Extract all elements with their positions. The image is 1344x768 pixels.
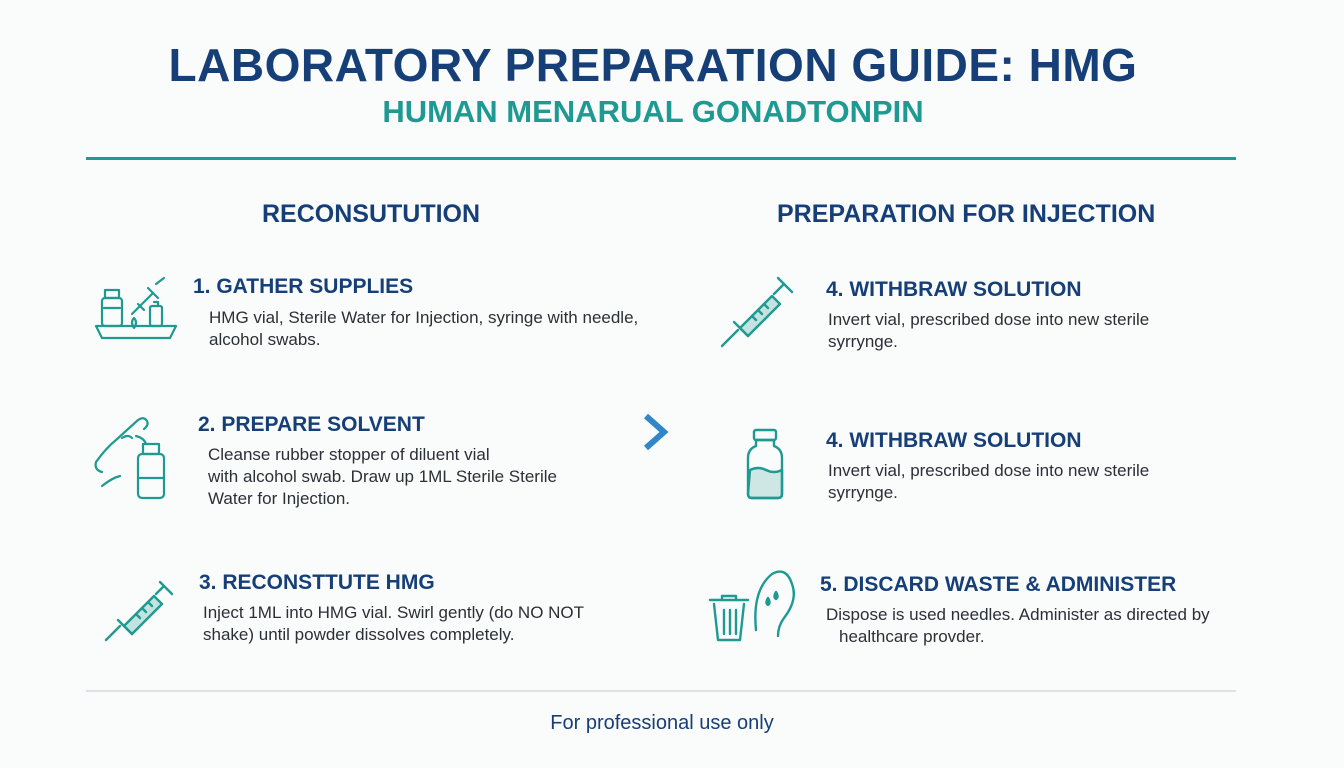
syringe-icon [716, 272, 796, 357]
trash-arm-icon [706, 566, 806, 651]
footer-note: For professional use only [550, 712, 774, 734]
vial-icon [744, 426, 788, 507]
page-title: LABORATORY PREPARATION GUIDE: HMG [168, 39, 1138, 91]
step-4-description: Invert vial, prescribed dose into new sterile syrrynge. [828, 310, 1150, 351]
step-1-title: 1. GATHER SUPPLIES [193, 275, 414, 298]
step-2-description: Cleanse rubber stopper of diluent vial with alcohol swab. Draw up 1ML Sterile Sterile Water for Injection. [208, 445, 557, 508]
step-4b-title: 4. WITHBRAW SOLUTION [826, 429, 1082, 452]
section-heading-preparation: PREPARATION FOR INJECTION [777, 200, 1156, 228]
step-4b-description: Invert vial, prescribed dose into new sterile syrrynge. [828, 461, 1150, 502]
supplies-tray-icon [92, 274, 182, 349]
step-5-description: Dispose is used needles. Administer as directed by healthcare provder. [826, 605, 1210, 646]
hand-swab-vial-icon [92, 414, 172, 507]
step-2-title: 2. PREPARE SOLVENT [198, 413, 425, 436]
syringe-icon [100, 574, 180, 651]
step-3-title: 3. RECONSTTUTE HMG [199, 571, 435, 594]
header-divider [86, 157, 1236, 160]
chevron-right-icon [640, 412, 672, 457]
section-heading-reconstitution: RECONSUTUTION [262, 200, 481, 228]
step-5-title: 5. DISCARD WASTE & ADMINISTER [820, 573, 1177, 596]
page-subtitle: HUMAN MENARUAL GONADTONPIN [382, 94, 924, 129]
footer-divider [86, 690, 1236, 692]
step-3-description: Inject 1ML into HMG vial. Swirl gently (do NO NOT shake) until powder dissolves completely. [203, 603, 585, 644]
step-1-description: HMG vial, Sterile Water for Injection, syringe with needle, alcohol swabs. [209, 308, 639, 349]
step-4-title: 4. WITHBRAW SOLUTION [826, 278, 1082, 301]
